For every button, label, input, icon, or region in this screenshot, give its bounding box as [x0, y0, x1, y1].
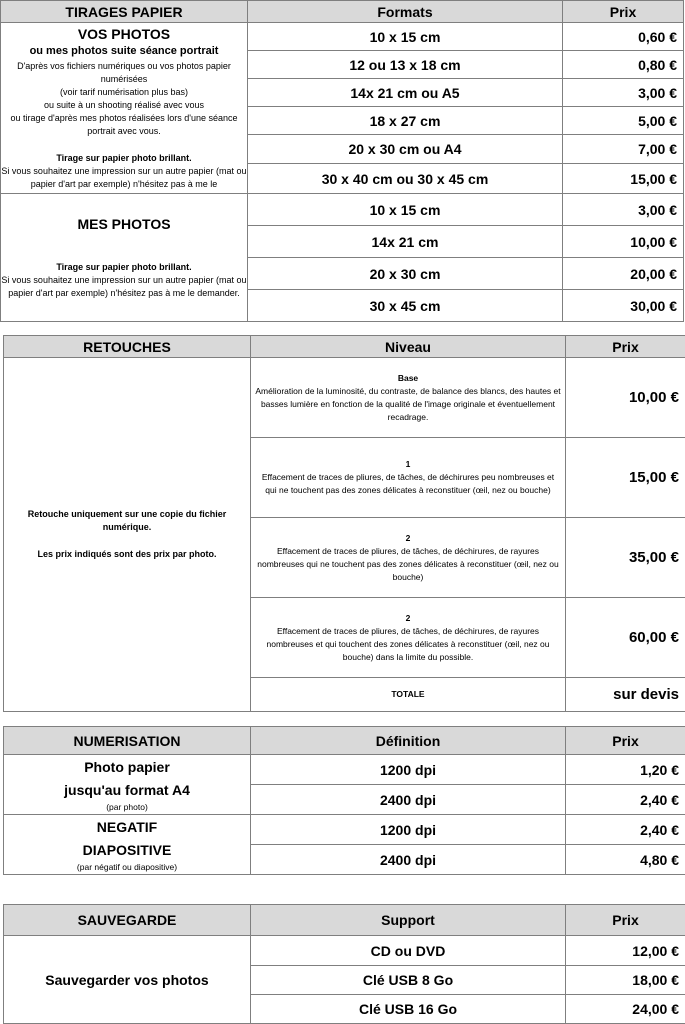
photo-papier-cell [4, 755, 251, 815]
level-text: Effacement de traces de pliures, de tâches, de déchirures peu nombreuses et qui ne touchent pas des zones délicates à reconstituer (œil, nez ou bouche) [261, 472, 555, 495]
numerisation-group-title: jusqu'au format A4 [64, 782, 190, 798]
tirages-header-formats: Formats [248, 1, 563, 23]
level-title: Base [397, 372, 419, 383]
definition-cell: 2400 dpi [251, 785, 566, 815]
format-cell: 14x 21 cm [248, 226, 563, 258]
sauvegarde-header-label: SAUVEGARDE [4, 905, 251, 936]
retouches-header-prix: Prix [566, 336, 685, 358]
level-cell [251, 518, 566, 598]
price-cell: 30,00 € [563, 290, 684, 322]
format-cell: 10 x 15 cm [248, 194, 563, 226]
format-cell: 14x 21 cm ou A5 [248, 79, 563, 107]
negatif-diapositive-cell [4, 815, 251, 875]
sauvegarde-label: Sauvegarder vos photos [4, 936, 251, 1024]
price-cell: 18,00 € [566, 966, 685, 995]
price-cell: 1,20 € [566, 755, 685, 785]
format-cell: 12 ou 13 x 18 cm [248, 51, 563, 79]
level-title: 2 [405, 532, 411, 543]
retouches-header-niveau: Niveau [251, 336, 566, 358]
price-cell: 3,00 € [563, 194, 684, 226]
retouches-description [4, 358, 251, 712]
price-cell: 0,80 € [563, 51, 684, 79]
price-cell: 4,80 € [566, 845, 685, 875]
numerisation-header-definition: Définition [251, 727, 566, 755]
mes-photos-glossy-note: Tirage sur papier photo brillant. [56, 262, 192, 272]
support-cell: CD ou DVD [251, 936, 566, 966]
level-text: Amélioration de la luminosité, du contraste, de balance des blancs, des hautes et basses lumière en fonction de la qualité de l'image originale et éventuellement recadrage. [255, 385, 561, 422]
vos-photos-subtitle: ou mes photos suite séance portrait [29, 45, 219, 57]
vos-photos-glossy-note: Tirage sur papier photo brillant. [56, 153, 192, 163]
total-price: sur devis [566, 678, 685, 712]
price-cell: 2,40 € [566, 785, 685, 815]
vos-photos-line: ou suite à un shooting réalisé avec vous [43, 100, 205, 110]
vos-photos-line: (voir tarif numérisation plus bas) [59, 87, 189, 97]
price-cell: 0,60 € [563, 23, 684, 51]
level-title: 2 [405, 612, 411, 623]
numerisation-table [3, 726, 685, 875]
format-cell: 30 x 40 cm ou 30 x 45 cm [248, 164, 563, 194]
price-cell: 5,00 € [563, 107, 684, 135]
mes-photos-paper-note: Si vous souhaitez une impression sur un autre papier (mat ou papier d'art par exemple) n'hésitez pas à me le demander. [1, 275, 247, 298]
numerisation-group-title: NEGATIF [96, 819, 158, 835]
mes-photos-title: MES PHOTOS [77, 216, 171, 232]
retouches-header-label: RETOUCHES [4, 336, 251, 358]
sauvegarde-header-support: Support [251, 905, 566, 936]
total-label-text: TOTALE [391, 689, 425, 699]
retouches-table [3, 335, 685, 712]
vos-photos-paper-note: Si vous souhaitez une impression sur un autre papier (mat ou papier d'art par exemple) n'hésitez pas à me le [1, 166, 247, 189]
retouches-note: Retouche uniquement sur une copie du fichier numérique. [27, 509, 227, 532]
level-cell [251, 358, 566, 438]
numerisation-group-note: (par photo) [106, 802, 148, 812]
support-cell: Clé USB 16 Go [251, 995, 566, 1024]
price-cell: 20,00 € [563, 258, 684, 290]
vos-photos-description [1, 23, 248, 194]
tirages-header-prix: Prix [563, 1, 684, 23]
price-cell: 2,40 € [566, 815, 685, 845]
price-cell: 3,00 € [563, 79, 684, 107]
support-cell: Clé USB 8 Go [251, 966, 566, 995]
price-cell: 7,00 € [563, 135, 684, 164]
price-cell: 35,00 € [566, 518, 685, 598]
numerisation-group-title: DIAPOSITIVE [82, 842, 172, 858]
price-cell: 15,00 € [566, 438, 685, 518]
level-text: Effacement de traces de pliures, de tâches, de déchirures, de rayures nombreuses qui ne touchent pas des zones délicates à reconstituer (œil, nez ou bouche) [257, 545, 559, 582]
vos-photos-title: VOS PHOTOS [77, 26, 171, 42]
mes-photos-description [1, 194, 248, 322]
level-text: Effacement de traces de pliures, de tâches, de déchirures, de rayures nombreuses et qui touchent des zones délicates à reconstituer (œil, nez ou bouche) dans la limite du possible. [266, 625, 550, 662]
tirages-table [0, 0, 684, 322]
definition-cell: 2400 dpi [251, 845, 566, 875]
price-cell: 60,00 € [566, 598, 685, 678]
retouches-note: Les prix indiqués sont des prix par photo. [37, 549, 217, 559]
numerisation-header-label: NUMERISATION [4, 727, 251, 755]
level-cell [251, 438, 566, 518]
vos-photos-line: ou tirage d'après mes photos réalisées lors d'une séance portrait avec vous. [10, 113, 238, 136]
level-cell [251, 598, 566, 678]
vos-photos-line: D'après vos fichiers numériques ou vos photos papier numérisées [17, 61, 231, 84]
format-cell: 20 x 30 cm ou A4 [248, 135, 563, 164]
price-cell: 24,00 € [566, 995, 685, 1024]
price-cell: 12,00 € [566, 936, 685, 966]
format-cell: 20 x 30 cm [248, 258, 563, 290]
sauvegarde-table [3, 904, 685, 1024]
level-title: 1 [405, 459, 411, 469]
definition-cell: 1200 dpi [251, 755, 566, 785]
price-cell: 10,00 € [563, 226, 684, 258]
numerisation-header-prix: Prix [566, 727, 685, 755]
format-cell: 10 x 15 cm [248, 23, 563, 51]
definition-cell: 1200 dpi [251, 815, 566, 845]
price-cell: 10,00 € [566, 358, 685, 438]
format-cell: 30 x 45 cm [248, 290, 563, 322]
price-cell: 15,00 € [563, 164, 684, 194]
numerisation-group-note: (par négatif ou diapositive) [76, 862, 178, 872]
format-cell: 18 x 27 cm [248, 107, 563, 135]
tirages-header-label: TIRAGES PAPIER [1, 1, 248, 23]
total-label [251, 678, 566, 712]
sauvegarde-header-prix: Prix [566, 905, 685, 936]
numerisation-group-title: Photo papier [84, 759, 170, 775]
